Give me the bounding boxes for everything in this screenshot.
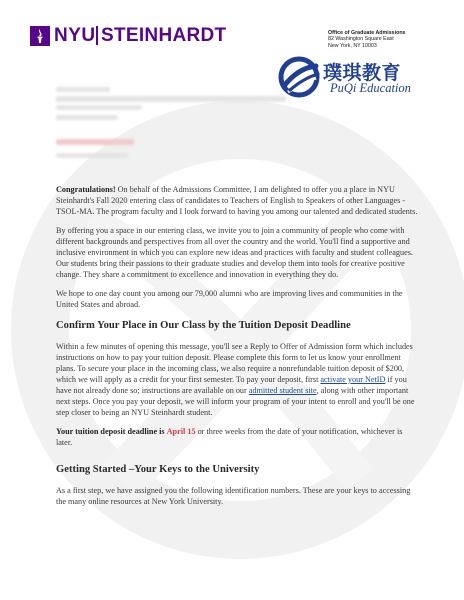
address-city: New York, NY 10003 — [328, 42, 377, 49]
brand-steinhardt: STEINHARDT — [101, 25, 227, 46]
puqi-chinese-name: 璞琪教育 — [323, 62, 402, 84]
address-street: 82 Washington Square East — [328, 36, 394, 43]
letter-body — [56, 184, 418, 515]
office-address — [328, 30, 406, 49]
alumni-paragraph: We hope to one day count you among our 79,000 alumni who are improving lives and communities in the United States and abroad. — [56, 289, 403, 309]
redacted-recipient-line-2 — [56, 96, 286, 102]
redacted-recipient-line-3 — [56, 105, 142, 110]
letterhead — [0, 0, 464, 60]
redacted-recipient-line-4 — [56, 115, 118, 120]
intro-text: On behalf of the Admissions Committee, I am delighted to offer you a place in NYU Steinhardt's Fall 2020 entering class of candidates to Teachers of English to Speakers of other Languages - TSOL-MA. The program faculty and I look forward to having you among our talented and dedicated students. — [56, 185, 418, 216]
brand-divider — [96, 26, 98, 45]
redacted-recipient-line-1 — [56, 87, 110, 92]
torch-icon — [34, 29, 46, 43]
deadline-lead: Your tuition deposit deadline is — [56, 427, 165, 436]
redacted-recipient-line-5 — [56, 139, 134, 145]
puqi-english-name: PuQi Education — [330, 81, 411, 95]
puqi-education-logo — [276, 56, 436, 100]
intro-paragraph — [56, 184, 418, 217]
admitted-student-site-link[interactable]: admitted student site — [248, 386, 317, 395]
puqi-swirl-icon — [276, 56, 322, 98]
identification-paragraph: As a first step, we have assigned you the following identification numbers. These are your keys to accessing the many online resources at New York University. — [56, 486, 411, 506]
deposit-text-3: , along with other important next steps. Once you pay your deposit, we will inform your program of your intent to enroll and you'll be one step closer to being an NYU Steinhardt student. — [56, 386, 415, 417]
deadline-paragraph — [56, 426, 418, 448]
redacted-recipient-line-6 — [56, 153, 128, 158]
deposit-text-2: if you have not already done so; instructions are available on our — [56, 375, 407, 395]
getting-started-heading: Getting Started –Your Keys to the University — [56, 464, 260, 475]
deposit-text-1: Within a few minutes of opening this message, you'll see a Reply to Offer of Admission form which includes instructions on how to pay your tuition deposit. Please complete this form to let us know your enrollment plans. To secure your place in the incoming class, we also require a nonrefundable tuition deposit of $200, which we will apply as a credit for your first semester. To pay your deposit, first — [56, 342, 413, 384]
deadline-date: April 15 — [166, 427, 196, 436]
deposit-heading: Confirm Your Place in Our Class by the Tuition Deposit Deadline — [56, 320, 351, 331]
deadline-tail: or three weeks from the date of your notification, whichever is later. — [56, 427, 403, 447]
deposit-instructions-paragraph — [56, 341, 418, 418]
brand-nyu: NYU — [54, 25, 96, 46]
address-office: Office of Graduate Admissions — [328, 30, 406, 36]
nyu-torch-logo — [30, 26, 50, 46]
congratulations-lead: Congratulations! — [56, 185, 116, 194]
community-paragraph: By offering you a space in our entering class, we invite you to join a community of people who come with different backgrounds and perspectives from all over the country and the world. You'll find a supportive and inclusive environment in which you can explore new ideas and practices with faculty and student colleagues. Our students bring their passions to their graduate studies and develop them into tools for creative positive change. They share a commitment to excellence and innovation in everything they do. — [56, 226, 413, 279]
activate-netid-link[interactable]: activate your NetID — [320, 375, 386, 384]
